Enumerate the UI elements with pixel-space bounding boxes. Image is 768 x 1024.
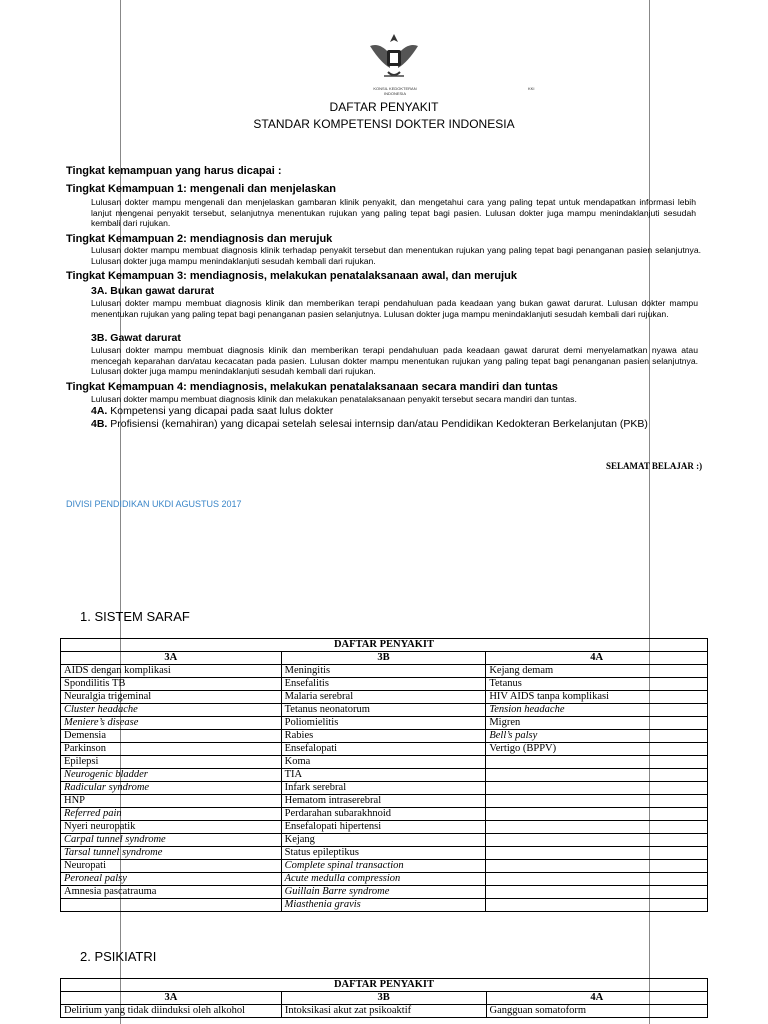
table-cell: Ensefalopati hipertensi	[281, 821, 486, 834]
table-cell: Demensia	[61, 730, 282, 743]
table-cell	[486, 808, 708, 821]
closing-note: SELAMAT BELAJAR :)	[606, 461, 703, 471]
table-cell: Bell’s palsy	[486, 730, 708, 743]
level-3b-title	[91, 332, 181, 344]
table-cell: Amnesia pascatrauma	[61, 886, 282, 899]
table-row	[61, 730, 708, 743]
table-cell: Perdarahan subarakhnoid	[281, 808, 486, 821]
table-cell: Koma	[281, 756, 486, 769]
level-3b-code: 3B	[91, 332, 105, 344]
table-cell: Migren	[486, 717, 708, 730]
section-1-title: 1. SISTEM SARAF	[80, 609, 190, 624]
level-4b-text: Profisiensi (kemahiran) yang dicapai setelah selesai internsip dan/atau Pendidikan Kedokteran Berkelanjutan (PKB)	[110, 418, 648, 430]
table-cell: Guillain Barre syndrome	[281, 886, 486, 899]
table-cell: Intoksikasi akut zat psikoaktif	[281, 1005, 486, 1018]
level-3b-text: Lulusan dokter mampu membuat diagnosis klinik dan memberikan terapi pendahuluan pada keadaan gawat darurat demi menyelamatkan nyawa atau mencegah keparahan dan/atau kecacatan pada pasien. Lulusan dokter mampu menentukan rujukan yang paling tepat bagi penanganan pasien selanjutnya. Lulusan dokter juga mampu menindaklanjuti sesudah kembali dari rujukan.	[91, 345, 698, 376]
table-row	[61, 665, 708, 678]
table-cell	[486, 899, 708, 912]
level-3a-text: Lulusan dokter mampu membuat diagnosis klinik dan memberikan terapi pendahuluan pada keadaan yang bukan gawat darurat. Lulusan dokter mampu menentukan rujukan yang paling tepat bagi penanganan pasien selanjutnya. Lulusan dokter juga mampu menindaklanjuti sesudah kembali dari rujukan.	[91, 298, 698, 319]
table-cell: Hematom intraserebral	[281, 795, 486, 808]
document-title: DAFTAR PENYAKIT	[329, 100, 439, 114]
table-row	[61, 860, 708, 873]
level-3a-label: Bukan gawat darurat	[110, 285, 215, 297]
col-header-3b: 3B	[281, 652, 486, 665]
table-row	[61, 756, 708, 769]
table-cell: Spondilitis TB	[61, 678, 282, 691]
table-cell	[486, 795, 708, 808]
table-cell: Tetanus neonatorum	[281, 704, 486, 717]
table-row	[61, 769, 708, 782]
table-cell: AIDS dengan komplikasi	[61, 665, 282, 678]
table-cell: Malaria serebral	[281, 691, 486, 704]
level-4b-code: 4B.	[91, 418, 108, 430]
table-cell: Neuralgia trigeminal	[61, 691, 282, 704]
table-cell: Nyeri neuropatik	[61, 821, 282, 834]
table-cell: Tension headache	[486, 704, 708, 717]
col-header-4a: 4A	[486, 652, 708, 665]
table-cell: Complete spinal transaction	[281, 860, 486, 873]
table-cell	[486, 756, 708, 769]
table-cell: Kejang demam	[486, 665, 708, 678]
level-2-title: Tingkat Kemampuan 2: mendiagnosis dan merujuk	[66, 233, 333, 245]
table-row	[61, 821, 708, 834]
division-footer: DIVISI PENDIDIKAN UKDI AGUSTUS 2017	[66, 499, 242, 509]
col-header-4a: 4A	[486, 992, 707, 1005]
col-header-3b: 3B	[281, 992, 486, 1005]
table-cell	[486, 886, 708, 899]
table-row	[61, 795, 708, 808]
table-cell: Peroneal palsy	[61, 873, 282, 886]
level-3b-label: . Gawat darurat	[104, 332, 181, 344]
table-cell: Referred pain	[61, 808, 282, 821]
table-cell: Poliomielitis	[281, 717, 486, 730]
table-cell: TIA	[281, 769, 486, 782]
table-cell: Vertigo (BPPV)	[486, 743, 708, 756]
disease-table-neuro	[60, 638, 708, 912]
garuda-emblem-icon	[366, 28, 422, 84]
section-2-title: 2. PSIKIATRI	[80, 949, 157, 964]
table-row	[61, 834, 708, 847]
table-row	[61, 678, 708, 691]
table-cell: Meningitis	[281, 665, 486, 678]
level-3a-title	[91, 285, 214, 297]
table-cell	[486, 847, 708, 860]
emblem-caption-right: KKI	[528, 86, 535, 91]
table-cell: Tarsal tunnel syndrome	[61, 847, 282, 860]
table-cell	[486, 821, 708, 834]
table-cell: Rabies	[281, 730, 486, 743]
table-cell: Ensefalopati	[281, 743, 486, 756]
table-caption: DAFTAR PENYAKIT	[61, 639, 708, 652]
table-cell: Gangguan somatoform	[486, 1005, 707, 1018]
table-row	[61, 1005, 708, 1018]
level-1-text: Lulusan dokter mampu mengenali dan menjelaskan gambaran klinik penyakit, dan mengetahui cara yang paling tepat untuk mendapatkan informasi lebih lanjut mengenai penyakit tersebut, selanjutnya menentukan rujukan yang paling tepat bagi pasien. Lulusan dokter juga mampu menindaklanjuti sesudah kembali dari rujukan.	[91, 197, 696, 228]
table-cell: Meniere’s disease	[61, 717, 282, 730]
table-row	[61, 782, 708, 795]
table-cell: Infark serebral	[281, 782, 486, 795]
intro-heading: Tingkat kemampuan yang harus dicapai :	[66, 165, 282, 177]
level-4-title: Tingkat Kemampuan 4: mendiagnosis, melakukan penatalaksanaan secara mandiri dan tuntas	[66, 381, 558, 393]
table-row	[61, 847, 708, 860]
level-4a-code: 4A.	[91, 405, 108, 417]
table-cell: HIV AIDS tanpa komplikasi	[486, 691, 708, 704]
table-cell: Ensefalitis	[281, 678, 486, 691]
table-cell: Cluster headache	[61, 704, 282, 717]
table-row	[61, 899, 708, 912]
table-cell	[486, 782, 708, 795]
table-cell: Carpal tunnel syndrome	[61, 834, 282, 847]
table-cell: Status epileptikus	[281, 847, 486, 860]
table-cell: Parkinson	[61, 743, 282, 756]
table-cell: Radicular syndrome	[61, 782, 282, 795]
level-4b-line	[91, 418, 648, 430]
disease-table-psychiatry	[60, 978, 708, 1018]
col-header-3a: 3A	[61, 652, 282, 665]
table-cell: Delirium yang tidak diinduksi oleh alkohol	[61, 1005, 282, 1018]
table-row	[61, 808, 708, 821]
level-3a-code: 3A.	[91, 285, 108, 297]
table-row	[61, 873, 708, 886]
table-cell	[486, 873, 708, 886]
table-row	[61, 691, 708, 704]
level-3-title: Tingkat Kemampuan 3: mendiagnosis, melakukan penatalaksanaan awal, dan merujuk	[66, 270, 517, 282]
table-row	[61, 743, 708, 756]
level-4a-text: Kompetensi yang dicapai pada saat lulus dokter	[110, 405, 334, 417]
table-row	[61, 704, 708, 717]
table-cell	[486, 834, 708, 847]
table-cell	[486, 769, 708, 782]
table-cell: Miasthenia gravis	[281, 899, 486, 912]
table-cell: Neuropati	[61, 860, 282, 873]
table-cell: Epilepsi	[61, 756, 282, 769]
level-4a-line	[91, 405, 333, 417]
emblem-caption-left: KONSIL KEDOKTERAN INDONESIA	[373, 86, 417, 96]
table-cell: Tetanus	[486, 678, 708, 691]
table-row	[61, 886, 708, 899]
table-cell	[486, 860, 708, 873]
col-header-3a: 3A	[61, 992, 282, 1005]
table-cell	[61, 899, 282, 912]
table-cell: Neurogenic bladder	[61, 769, 282, 782]
level-1-title: Tingkat Kemampuan 1: mengenali dan menjelaskan	[66, 183, 336, 195]
table-cell: Acute medulla compression	[281, 873, 486, 886]
table-cell: Kejang	[281, 834, 486, 847]
level-4-text: Lulusan dokter mampu membuat diagnosis klinik dan melakukan penatalaksanaan penyakit tersebut secara mandiri dan tuntas.	[91, 394, 577, 404]
table-row	[61, 717, 708, 730]
table-cell: HNP	[61, 795, 282, 808]
document-subtitle: STANDAR KOMPETENSI DOKTER INDONESIA	[253, 117, 515, 131]
level-2-text: Lulusan dokter mampu membuat diagnosis klinik terhadap penyakit tersebut dan menentukan rujukan yang paling tepat bagi penanganan pasien selanjutnya. Lulusan dokter juga mampu menindaklanjuti sesudah kembali dari rujukan.	[91, 245, 701, 266]
table-caption: DAFTAR PENYAKIT	[61, 979, 708, 992]
